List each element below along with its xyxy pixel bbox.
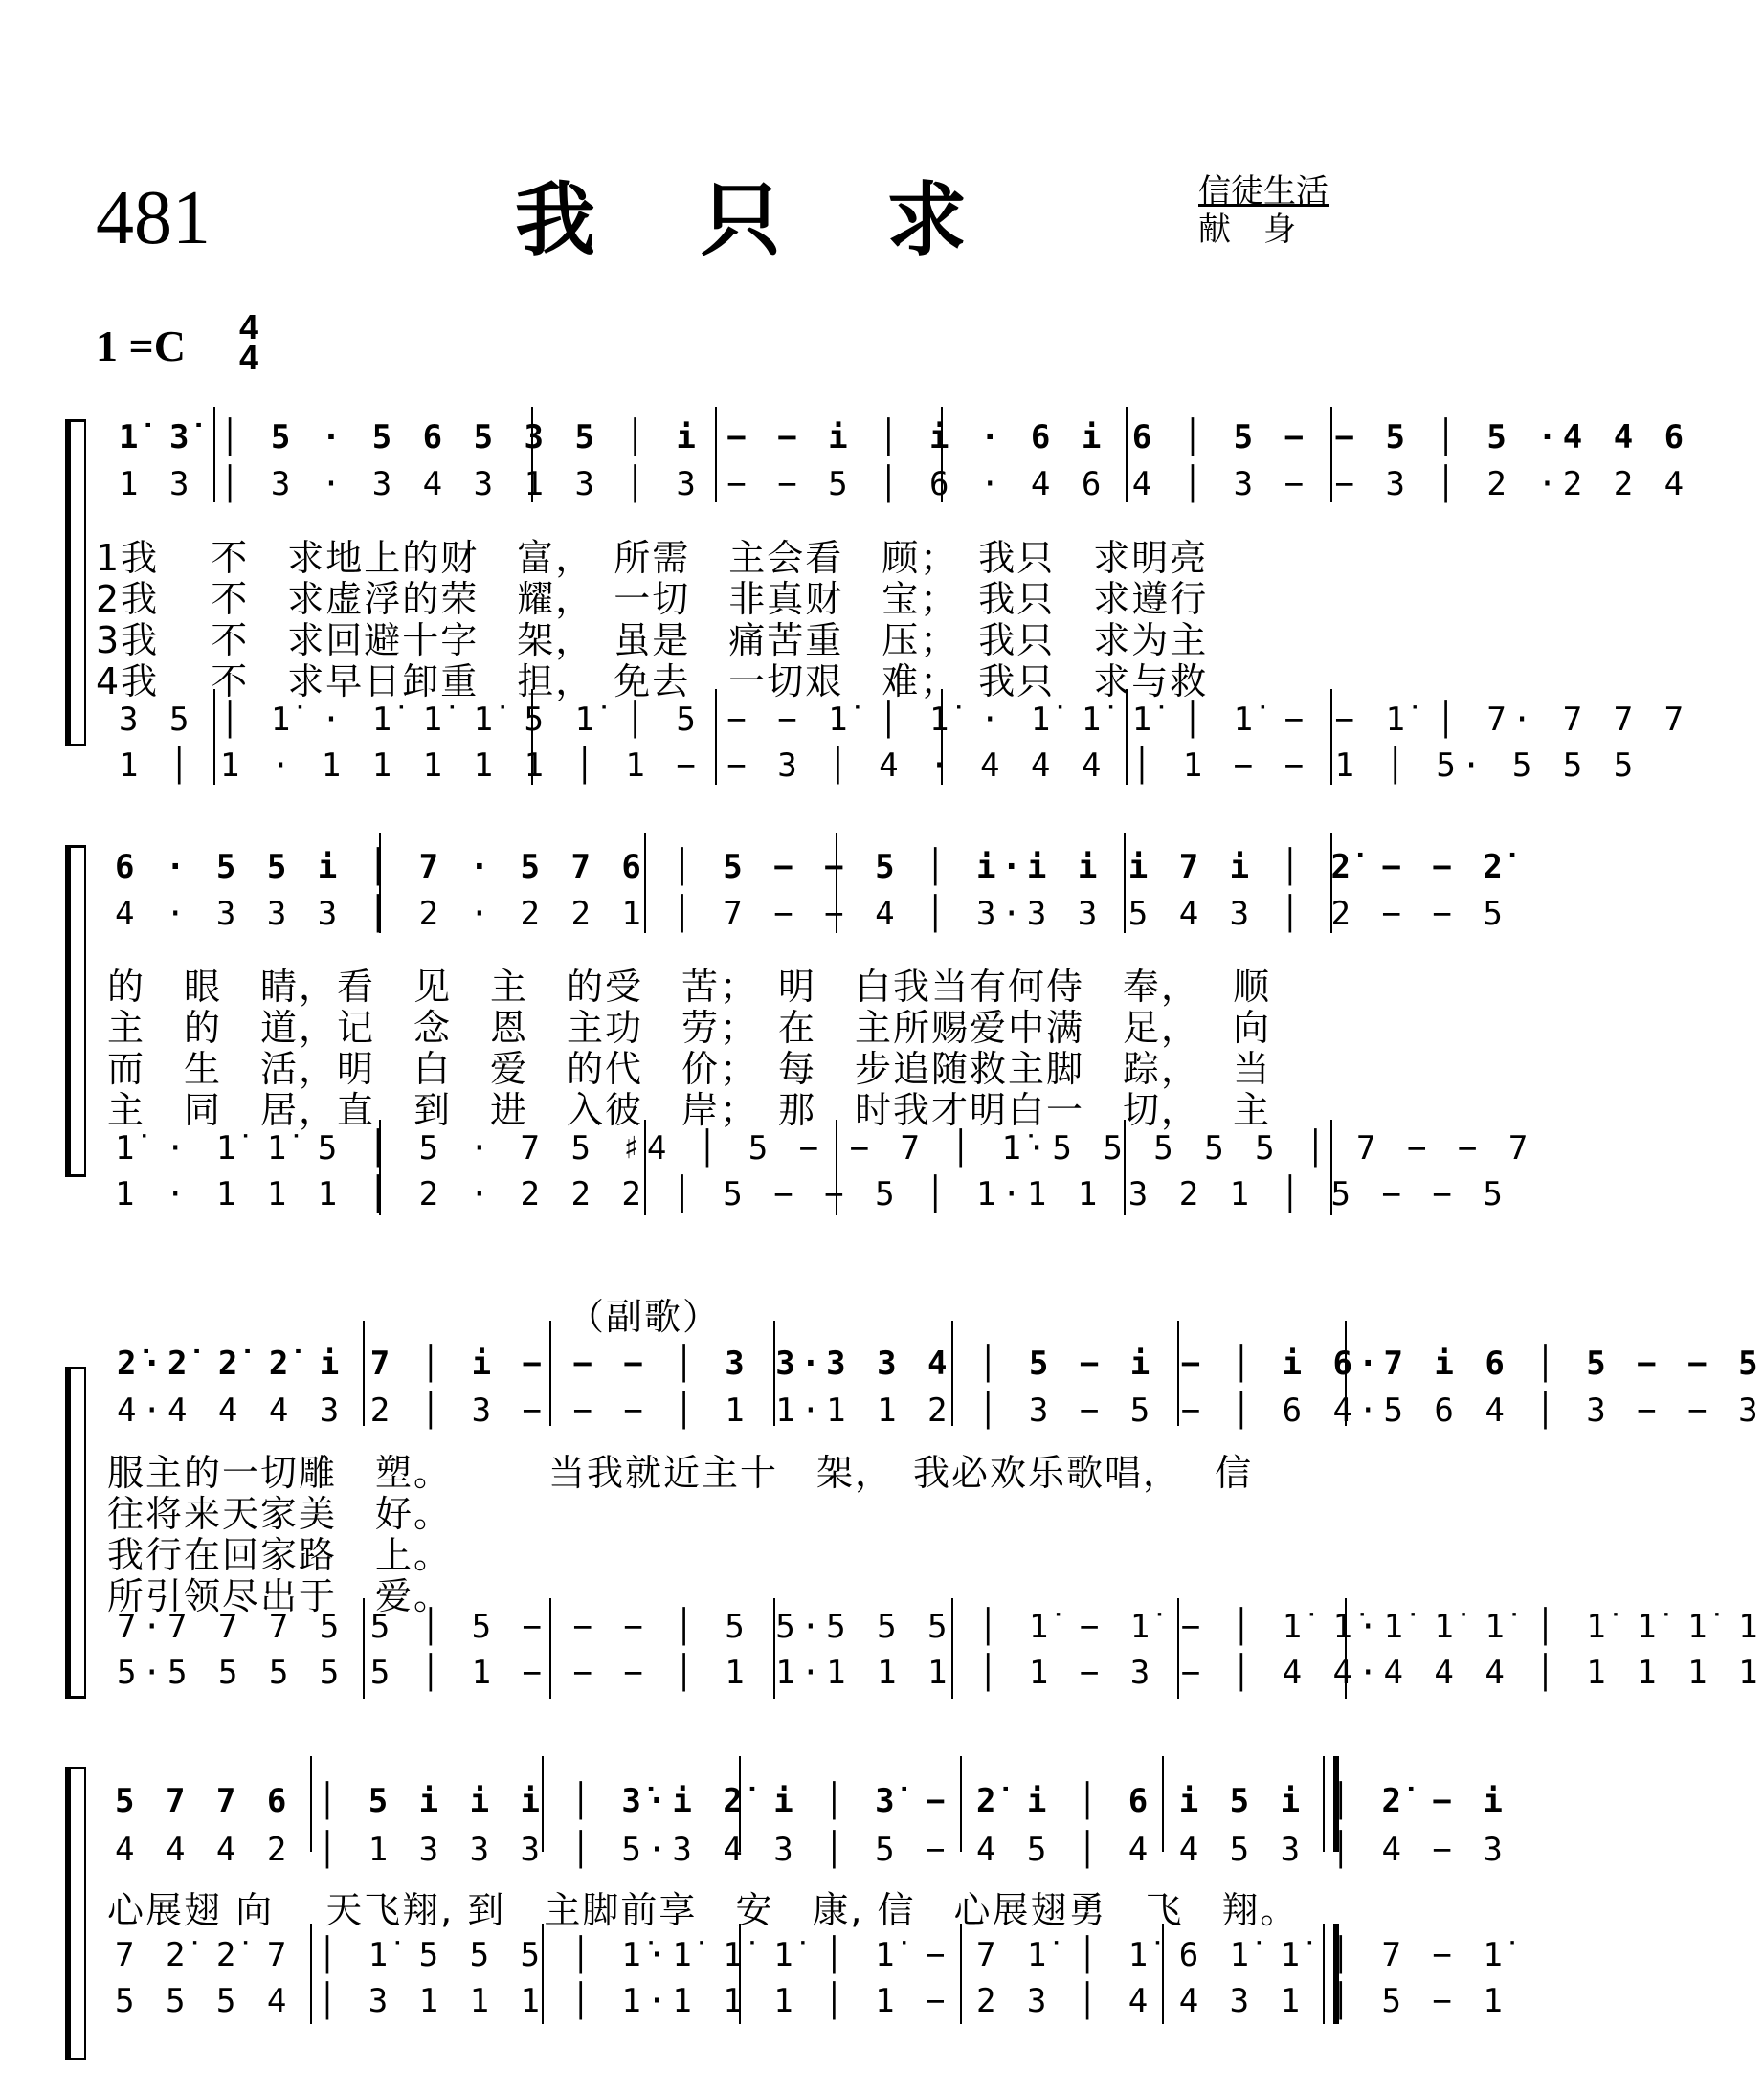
hymn-title: 我只求 bbox=[515, 172, 1073, 267]
soprano-line: 2̇·2̇ 2̇ 2̇ i 7 │ i − − − │ 3 3·3 3 4 │ 5 − i − │ i 6·7 i 6 │ 5 − − 5 bbox=[117, 1345, 1764, 1383]
soprano-line: 1̇ 3̇ │ 5 · 5 6 5 3 5 │ i − − i │ i · 6 i 6 │ 5 − − 5 │ 5 ·4 4 6 bbox=[119, 418, 1690, 456]
bass-line: 5·5 5 5 5 5 │ 1 − − − │ 1 1·1 1 1 │ 1 − 3 − │ 4 4·4 4 4 │ 1 1 1 1 bbox=[117, 1654, 1764, 1692]
bass-line: 5 5 5 4 │ 3 1 1 1 │ 1·1 1 1 │ 1 − 2 3 │ 4 4 3 1 │ 5 − 1 bbox=[115, 1982, 1508, 2020]
lyric-verse-3: 而 生 活，明 白 爱 的代 价； 每 步追随救主脚 踪， 当 bbox=[107, 1048, 1272, 1090]
lyric-verse-2: 往将来天家美 好。 bbox=[107, 1493, 453, 1535]
alto-line: 1 3 │ 3 · 3 4 3 1 3 │ 3 − − 5 │ 6 · 4 6 4 │ 3 − − 3 │ 2 ·2 2 4 bbox=[119, 465, 1690, 503]
lyric-verse-1: 1我 不 求地上的财 富， 所需 主会看 顾； 我只 求明亮 bbox=[96, 537, 1209, 579]
bass-line: 1 │ 1 · 1 1 1 1 1 │ 1 − − 3 │ 4 · 4 4 4 │ 1 − − 1 │ 5· 5 5 5 bbox=[119, 746, 1640, 785]
hymn-category: 献 身 bbox=[1198, 211, 1296, 249]
alto-line: 4 · 3 3 3 │ 2 · 2 2 1 │ 7 − − 4 │ 3·3 3 5 4 3 │ 2 − − 5 bbox=[115, 895, 1508, 933]
key-signature: 1 =C bbox=[96, 322, 186, 370]
hymn-number: 481 bbox=[96, 176, 211, 260]
lyric-verse-3: 我行在回家路 上。 bbox=[107, 1534, 453, 1576]
tenor-line: 1̇ · 1̇ 1̇ 5 │ 5 · 7 5 ♯4 │ 5 − − 7 │ 1̇·5 5 5 5 5 │ 7 − − 7 bbox=[115, 1129, 1534, 1168]
hymn-source: 信徒生活 bbox=[1198, 172, 1329, 211]
soprano-line: 5 7 7 6 │ 5 i i i │ 3̇·i 2̇ i │ 3̇ − 2̇ i │ 6 i 5 i │ 2̇ − i bbox=[115, 1782, 1508, 1820]
lyric-verse-4: 4我 不 求早日卸重 担， 免去 一切艰 难； 我只 求与救 bbox=[96, 660, 1209, 702]
alto-line: 4·4 4 4 3 2 │ 3 − − − │ 1 1·1 1 2 │ 3 − 5 − │ 6 4·5 6 4 │ 3 − − 3 bbox=[117, 1391, 1764, 1430]
lyric-verse-1: 的 眼 睛，看 见 主 的受 苦； 明 白我当有何侍 奉， 顺 bbox=[107, 966, 1272, 1008]
tenor-line: 3 5 │ 1̇ · 1̇ 1̇ 1̇ 5 1̇ │ 5 − − 1̇ │ 1̇ · 1̇ 1̇ 1̇ │ 1̇ − − 1̇ │ 7· 7 7 7 bbox=[119, 701, 1690, 739]
time-signature: 4 4 bbox=[238, 307, 259, 377]
lyric-verse-4: 主 同 居，直 到 进 入彼 岸； 那 时我才明白一 切， 主 bbox=[107, 1089, 1272, 1131]
lyric-verse-4: 所引领尽出于 爱。 bbox=[107, 1575, 453, 1617]
alto-line: 4 4 4 2 │ 1 3 3 3 │ 5·3 4 3 │ 5 − 4 5 │ 4 4 5 3 │ 4 − 3 bbox=[115, 1831, 1508, 1869]
lyric-verse-2: 2我 不 求虚浮的荣 耀， 一切 非真财 宝； 我只 求遵行 bbox=[96, 578, 1209, 620]
lyric-verse-3: 3我 不 求回避十字 架， 虽是 痛苦重 压； 我只 求为主 bbox=[96, 619, 1209, 661]
tenor-line: 7 2̇ 2̇ 7 │ 1̇ 5 5 5 │ 1̇·1̇ 1̇ 1̇ │ 1̇ − 7 1̇ │ 1̇ 6 1̇ 1̇ │ 7 − 1̇ bbox=[115, 1936, 1508, 1974]
bass-line: 1 · 1 1 1 │ 2 · 2 2 2 │ 5 − − 5 │ 1·1 1 3 2 1 │ 5 − − 5 bbox=[115, 1175, 1508, 1213]
tenor-line: 7·7 7 7 5 5 │ 5 − − − │ 5 5·5 5 5 │ 1̇ − 1̇ − │ 1̇ 1̇·1̇ 1̇ 1̇ │ 1̇ 1̇ 1̇ 1̇ bbox=[117, 1608, 1764, 1646]
lyric-verse-1: 服主的一切雕 塑。 当我就近主十 架， 我必欢乐歌唱， 信 bbox=[107, 1452, 1254, 1494]
lyric-verse-2: 主 的 道，记 念 恩 主功 劳； 在 主所赐爱中满 足， 向 bbox=[107, 1007, 1272, 1049]
refrain-label: （副歌） bbox=[568, 1296, 722, 1338]
soprano-line: 6 · 5 5 i │ 7 · 5 7 6 │ 5 − − 5 │ i·i i i 7 i │ 2̇ − − 2̇ bbox=[115, 848, 1508, 886]
lyric-verse-1: 心展翅 向 天飞翔, 到 主脚前享 安 康, 信 心展翅勇 飞 翔。 bbox=[107, 1889, 1299, 1931]
